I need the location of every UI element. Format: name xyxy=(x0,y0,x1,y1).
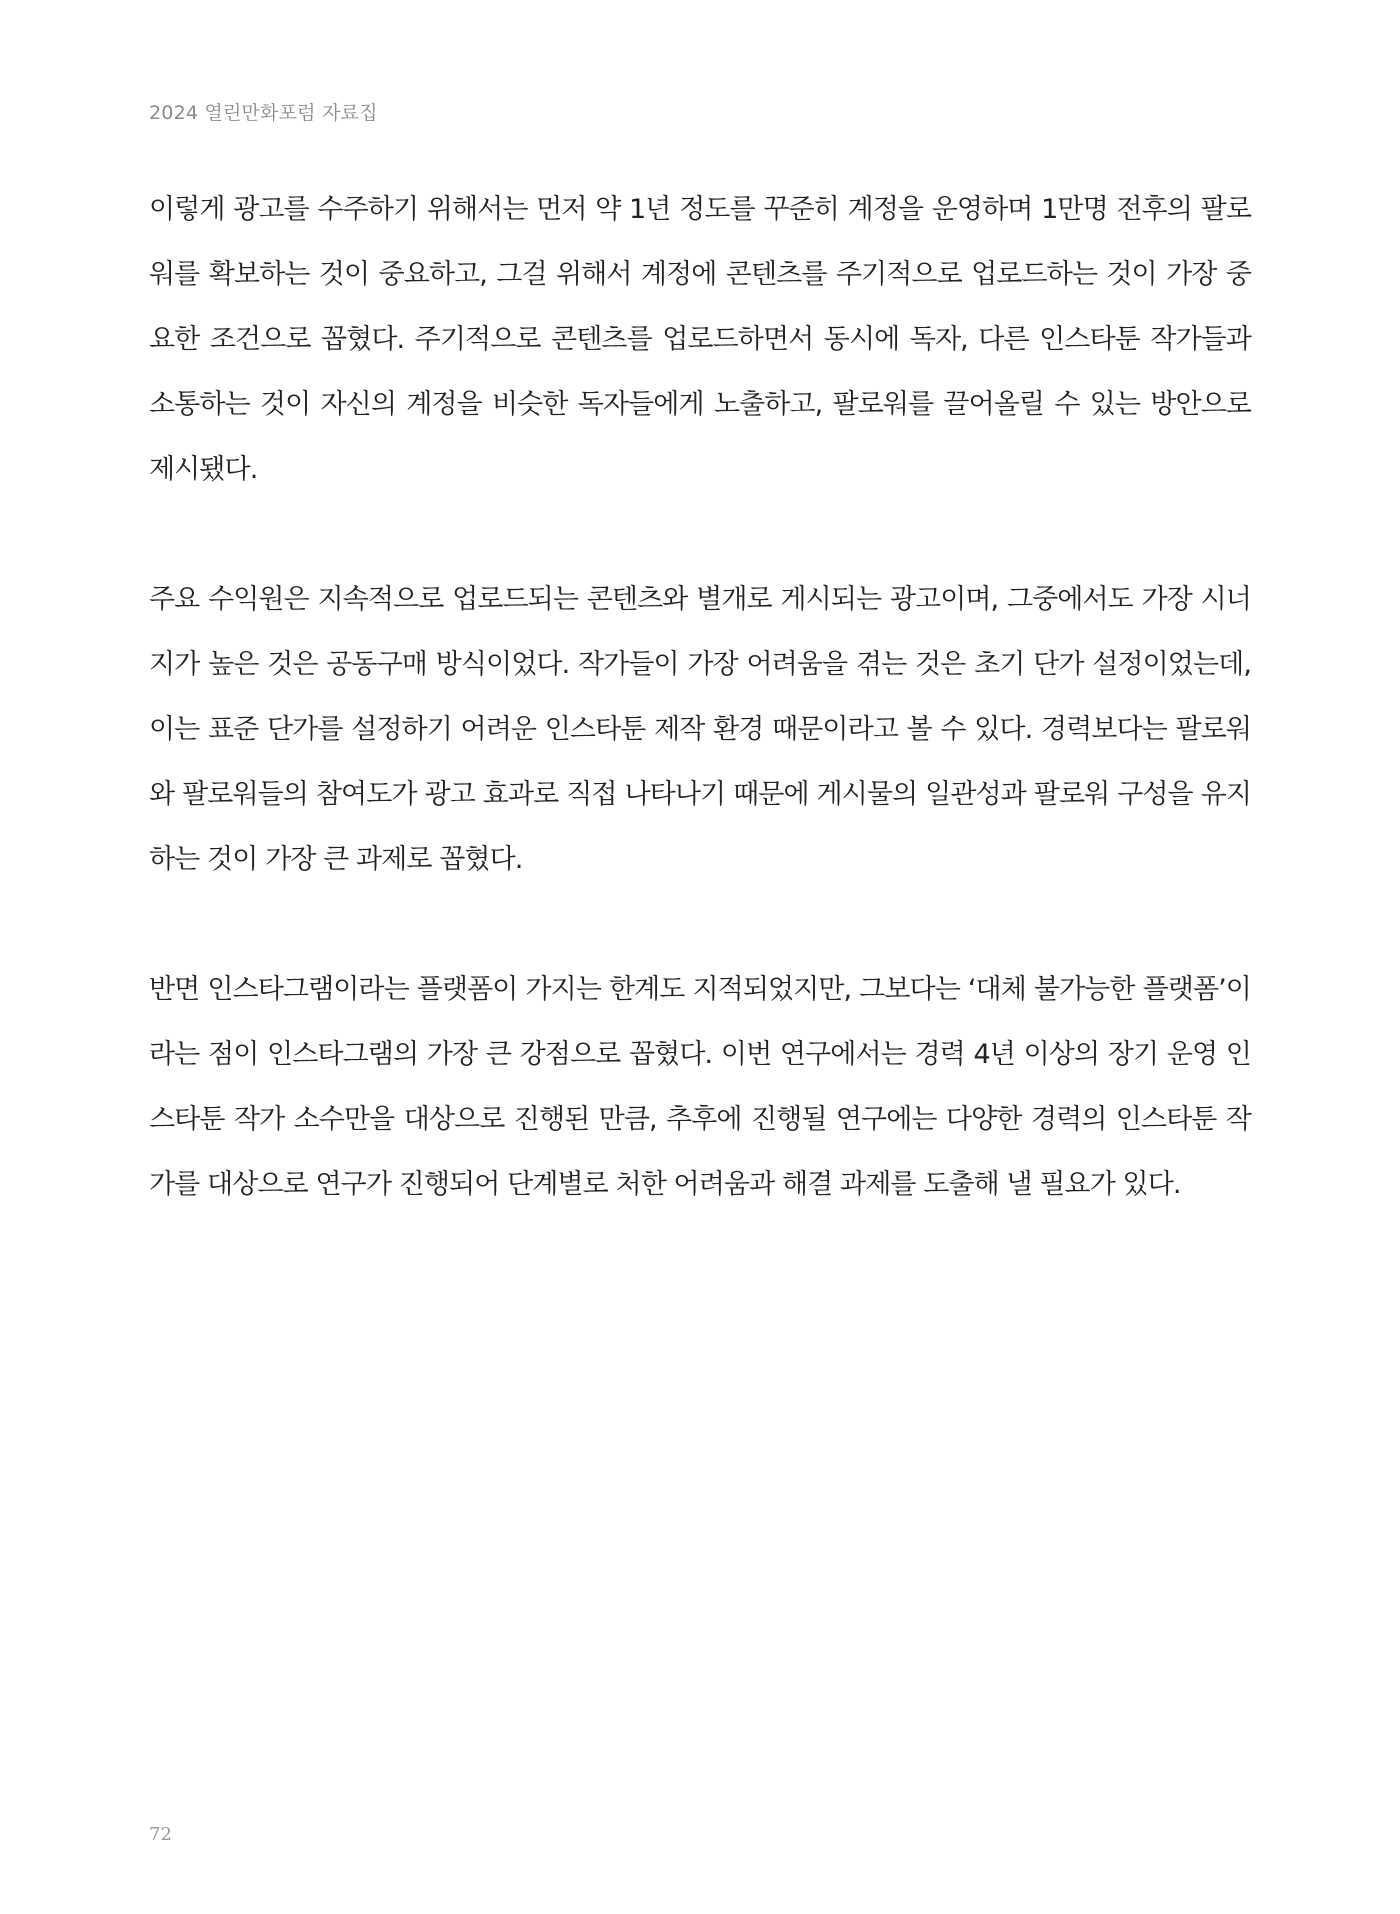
paragraph-line: 하는 것이 가장 큰 과제로 꼽혔다. xyxy=(149,844,523,875)
paragraph-line: 가를 대상으로 연구가 진행되어 단계별로 처한 어려움과 해결 과제를 도출해 낼 필요가 있다. xyxy=(149,1169,1181,1200)
paragraph-line: 와 팔로워들의 참여도가 광고 효과로 직접 나타나기 때문에 게시물의 일관성과 팔로워 구성을 유지 xyxy=(149,779,1251,810)
running-header: 2024 열린만화포럼 자료집 xyxy=(149,102,378,124)
paragraph-line: 라는 점이 인스타그램의 가장 큰 강점으로 꼽혔다. 이번 연구에서는 경력 4년 이상의 장기 운영 인 xyxy=(149,1039,1251,1070)
paragraph-line: 소통하는 것이 자신의 계정을 비슷한 독자들에게 노출하고, 팔로워를 끌어올릴 수 있는 방안으로 xyxy=(149,389,1251,420)
paragraph-line: 반면 인스타그램이라는 플랫폼이 가지는 한계도 지적되었지만, 그보다는 ‘대체 불가능한 플랫폼’이 xyxy=(149,974,1251,1005)
paragraph-2 xyxy=(149,567,1251,892)
page-number: 72 xyxy=(149,1824,172,1845)
paragraph-line: 이는 표준 단가를 설정하기 어려운 인스타툰 제작 환경 때문이라고 볼 수 있다. 경력보다는 팔로워 xyxy=(149,714,1251,745)
paragraph-line: 주요 수익원은 지속적으로 업로드되는 콘텐츠와 별개로 게시되는 광고이며, 그중에서도 가장 시너 xyxy=(149,584,1251,615)
paragraph-1 xyxy=(149,177,1251,502)
paragraph-line: 스타툰 작가 소수만을 대상으로 진행된 만큼, 추후에 진행될 연구에는 다양한 경력의 인스타툰 작 xyxy=(149,1104,1251,1135)
paragraph-line: 워를 확보하는 것이 중요하고, 그걸 위해서 계정에 콘텐츠를 주기적으로 업로드하는 것이 가장 중 xyxy=(149,259,1251,290)
body-text xyxy=(149,177,1251,1282)
paragraph-line: 이렇게 광고를 수주하기 위해서는 먼저 약 1년 정도를 꾸준히 계정을 운영하며 1만명 전후의 팔로 xyxy=(149,194,1251,225)
paragraph-line: 요한 조건으로 꼽혔다. 주기적으로 콘텐츠를 업로드하면서 동시에 독자, 다른 인스타툰 작가들과 xyxy=(149,324,1251,355)
paragraph-3 xyxy=(149,957,1251,1217)
paragraph-line: 제시됐다. xyxy=(149,454,258,485)
paragraph-line: 지가 높은 것은 공동구매 방식이었다. 작가들이 가장 어려움을 겪는 것은 초기 단가 설정이었는데, xyxy=(149,649,1251,680)
